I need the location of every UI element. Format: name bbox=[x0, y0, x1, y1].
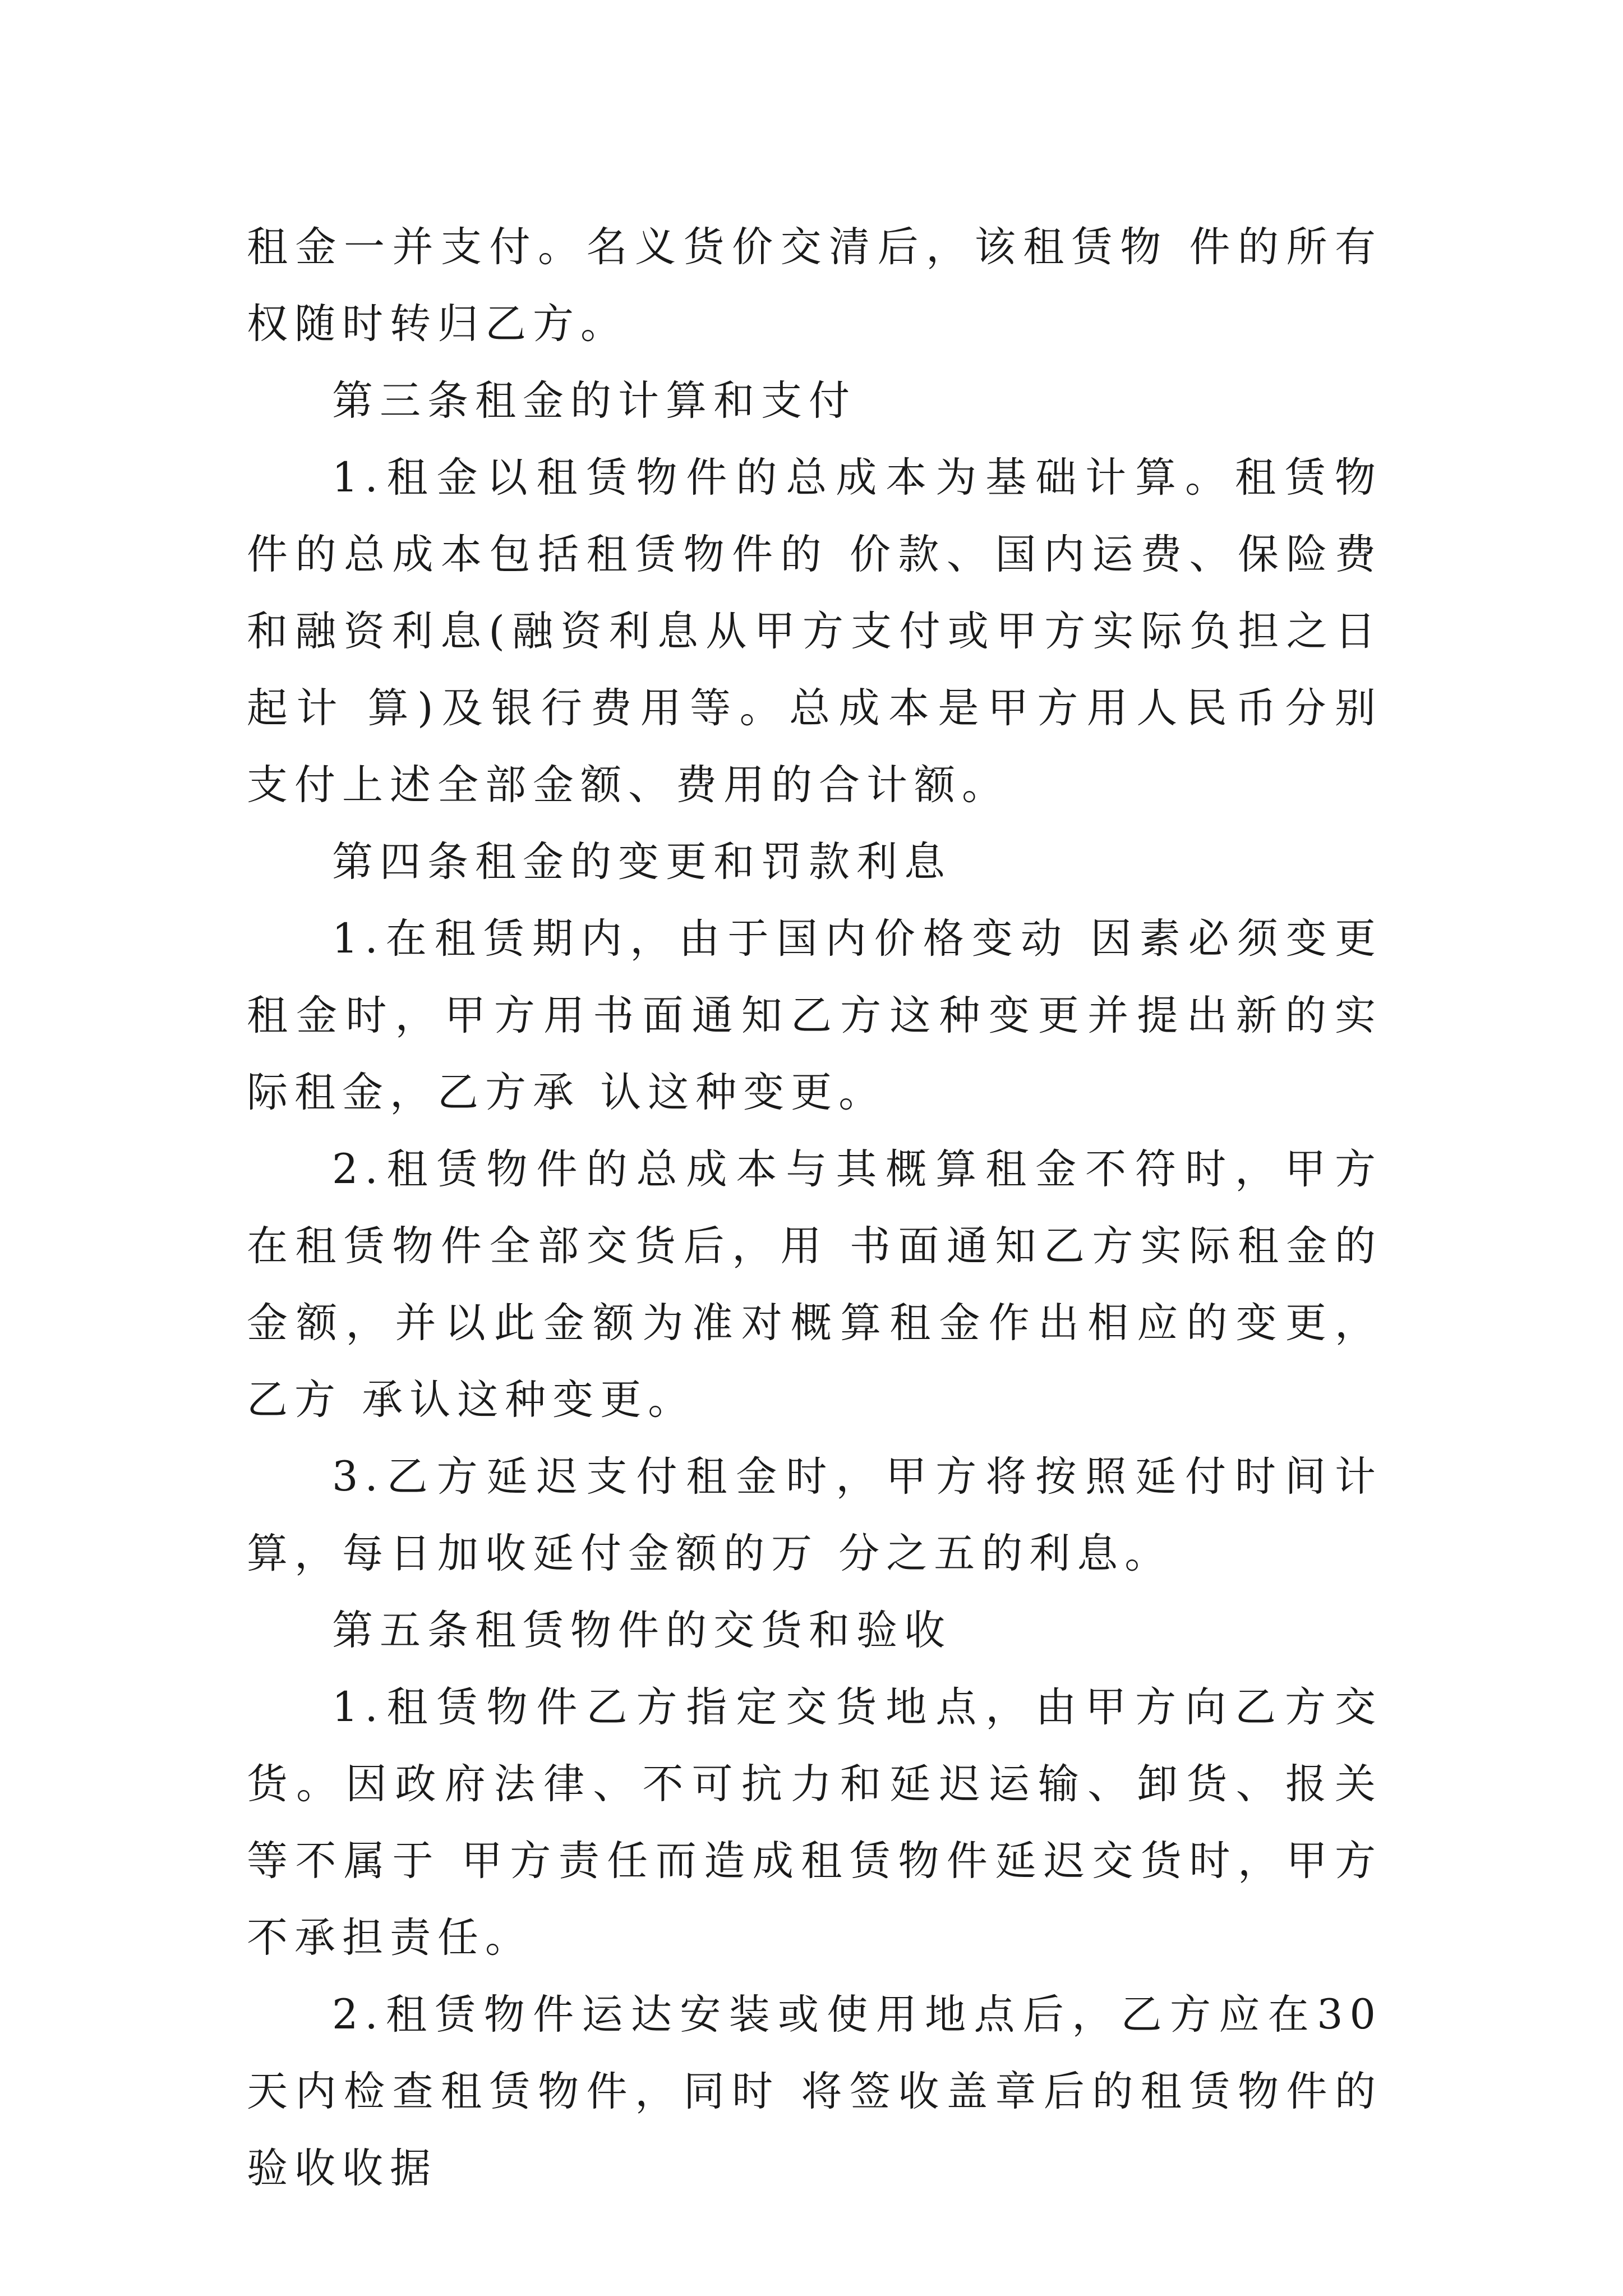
paragraph-article-5-item-2: 2.租赁物件运达安装或使用地点后，乙方应在30天内检查租赁物件，同时 将签收盖章后的租赁物件的验收收据 bbox=[247, 1991, 1382, 2192]
paragraph-article-4-item-2: 2.租赁物件的总成本与其概算租金不符时，甲方在租赁物件全部交货后，用 书面通知乙方实际租金的金额，并以此金额为准对概算租金作出相应的变更，乙方 承认这种变更。 bbox=[247, 1145, 1382, 1424]
paragraph-continuation: 租金一并支付。名义货价交清后，该租赁物 件的所有权随时转归乙方。 bbox=[247, 223, 1382, 348]
paragraph-article-3-item-1: 1.租金以租赁物件的总成本为基础计算。租赁物件的总成本包括租赁物件的 价款、国内运费、保险费和融资利息(融资利息从甲方支付或甲方实际负担之日起计 算)及银行费用等。总成本是甲方用人民币分别支付上述全部金额、费用的合计额。 bbox=[247, 454, 1382, 809]
article-heading-3: 第三条租金的计算和支付 bbox=[332, 377, 856, 425]
paragraph-article-4-item-3: 3.乙方延迟支付租金时，甲方将按照延付时间计算，每日加收延付金额的万 分之五的利息。 bbox=[247, 1453, 1382, 1577]
article-heading-4: 第四条租金的变更和罚款利息 bbox=[332, 838, 952, 886]
article-heading-5: 第五条租赁物件的交货和验收 bbox=[332, 1607, 952, 1654]
document-body bbox=[247, 209, 1382, 2207]
paragraph-article-4-item-1: 1.在租赁期内，由于国内价格变动 因素必须变更租金时，甲方用书面通知乙方这种变更并提出新的实际租金，乙方承 认这种变更。 bbox=[247, 915, 1382, 1116]
paragraph-article-5-item-1: 1.租赁物件乙方指定交货地点，由甲方向乙方交货。因政府法律、不可抗力和延迟运输、卸货、报关等不属于 甲方责任而造成租赁物件延迟交货时，甲方不承担责任。 bbox=[247, 1683, 1382, 1962]
